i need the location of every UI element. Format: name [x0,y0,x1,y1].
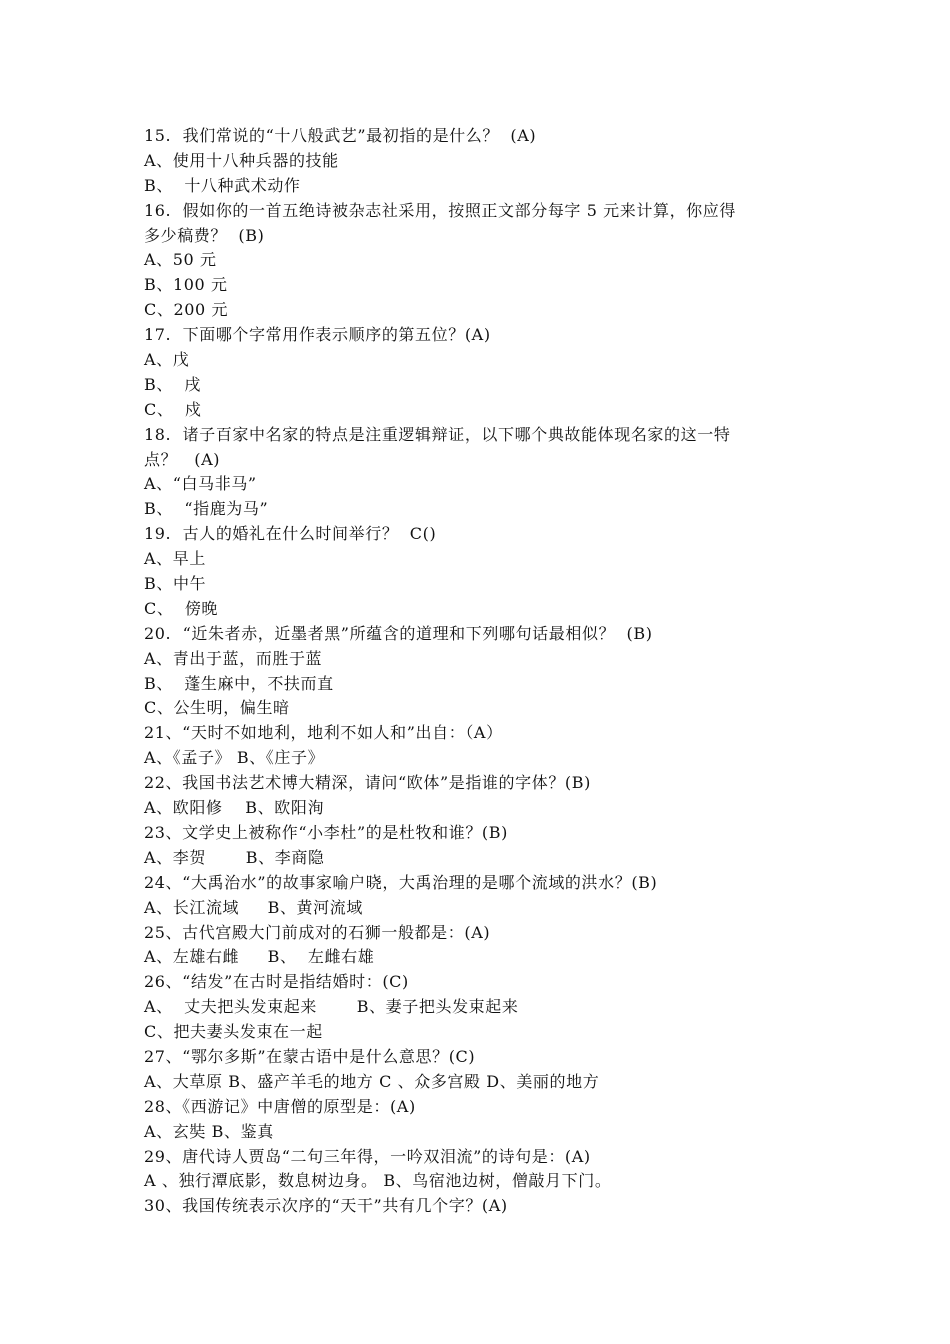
question-28: 28、《西游记》中唐僧的原型是：(A) [144,1096,416,1116]
option-19-b: B、中午 [144,574,207,594]
options-29: A 、独行潭底影，数息树边身。 B、鸟宿池边树，僧敲月下门。 [144,1171,612,1191]
question-22: 22、我国书法艺术博大精深，请问“欧体”是指谁的字体？(B) [144,773,591,793]
options-22: A、欧阳修 B、欧阳洵 [144,798,325,818]
option-18-a: A、“白马非马” [144,474,257,494]
option-19-c: C、 傍晚 [144,598,219,618]
question-24: 24、“大禹治水”的故事家喻户晓，大禹治理的是哪个流域的洪水？(B) [144,872,658,892]
option-17-b: B、 戌 [144,374,201,394]
option-20-b: B、 蓬生麻中，不扶而直 [144,673,334,693]
question-17: 17. 下面哪个字常用作表示顺序的第五位？(A) [144,325,491,345]
option-26-c: C、把夫妻头发束在一起 [144,1022,323,1042]
question-18: 18. 诸子百家中名家的特点是注重逻辑辩证，以下哪个典故能体现名家的这一特 [144,424,731,444]
question-30: 30、我国传统表示次序的“天干”共有几个字？(A) [144,1196,508,1216]
options-28: A、玄奘 B、鉴真 [144,1121,274,1141]
question-25: 25、古代宫殿大门前成对的石狮一般都是：(A) [144,922,491,942]
question-16-cont: 多少稿费？ (B) [144,225,265,245]
option-16-b: B、100 元 [144,275,228,295]
option-19-a: A、早上 [144,549,206,569]
question-27: 27、“鄂尔多斯”在蒙古语中是什么意思？(C) [144,1046,476,1066]
option-17-c: C、 戍 [144,399,202,419]
option-17-a: A、戊 [144,350,190,370]
question-16: 16. 假如你的一首五绝诗被杂志社采用，按照正文部分每字 5 元来计算，你应得 [144,200,736,220]
options-24: A、长江流域 B、黄河流域 [144,897,363,917]
question-list [144,124,824,1219]
options-25: A、左雄右雌 B、 左雌右雄 [144,947,375,967]
question-20: 20. “近朱者赤，近墨者黑”所蕴含的道理和下列哪句话最相似？ (B) [144,623,653,643]
option-16-a: A、50 元 [144,250,217,270]
options-27: A、大草原 B、盛产羊毛的地方 C 、众多宫殿 D、美丽的地方 [144,1071,600,1091]
option-16-c: C、200 元 [144,300,229,320]
question-18-cont: 点？ (A) [144,449,221,469]
option-15-b: B、 十八种武术动作 [144,175,301,195]
options-23: A、李贺 B、李商隐 [144,847,325,867]
options-21: A、《孟子》 B、《庄子》 [144,748,325,768]
question-19: 19. 古人的婚礼在什么时间举行？ C() [144,524,437,544]
option-20-a: A、青出于蓝，而胜于蓝 [144,648,323,668]
question-29: 29、唐代诗人贾岛“二句三年得，一吟双泪流”的诗句是：(A) [144,1146,591,1166]
question-23: 23、文学史上被称作“小李杜”的是杜牧和谁？(B) [144,822,508,842]
option-20-c: C、公生明，偏生暗 [144,698,290,718]
option-18-b: B、 “指鹿为马” [144,499,269,519]
question-26: 26、“结发”在古时是指结婚时：(C) [144,972,409,992]
question-21: 21、“天时不如地利，地利不如人和”出自：（A） [144,723,503,743]
options-26-ab: A、 丈夫把头发束起来 B、妻子把头发束起来 [144,997,519,1017]
option-15-a: A、使用十八种兵器的技能 [144,150,339,170]
question-15: 15. 我们常说的“十八般武艺”最初指的是什么？ (A) [144,126,537,145]
